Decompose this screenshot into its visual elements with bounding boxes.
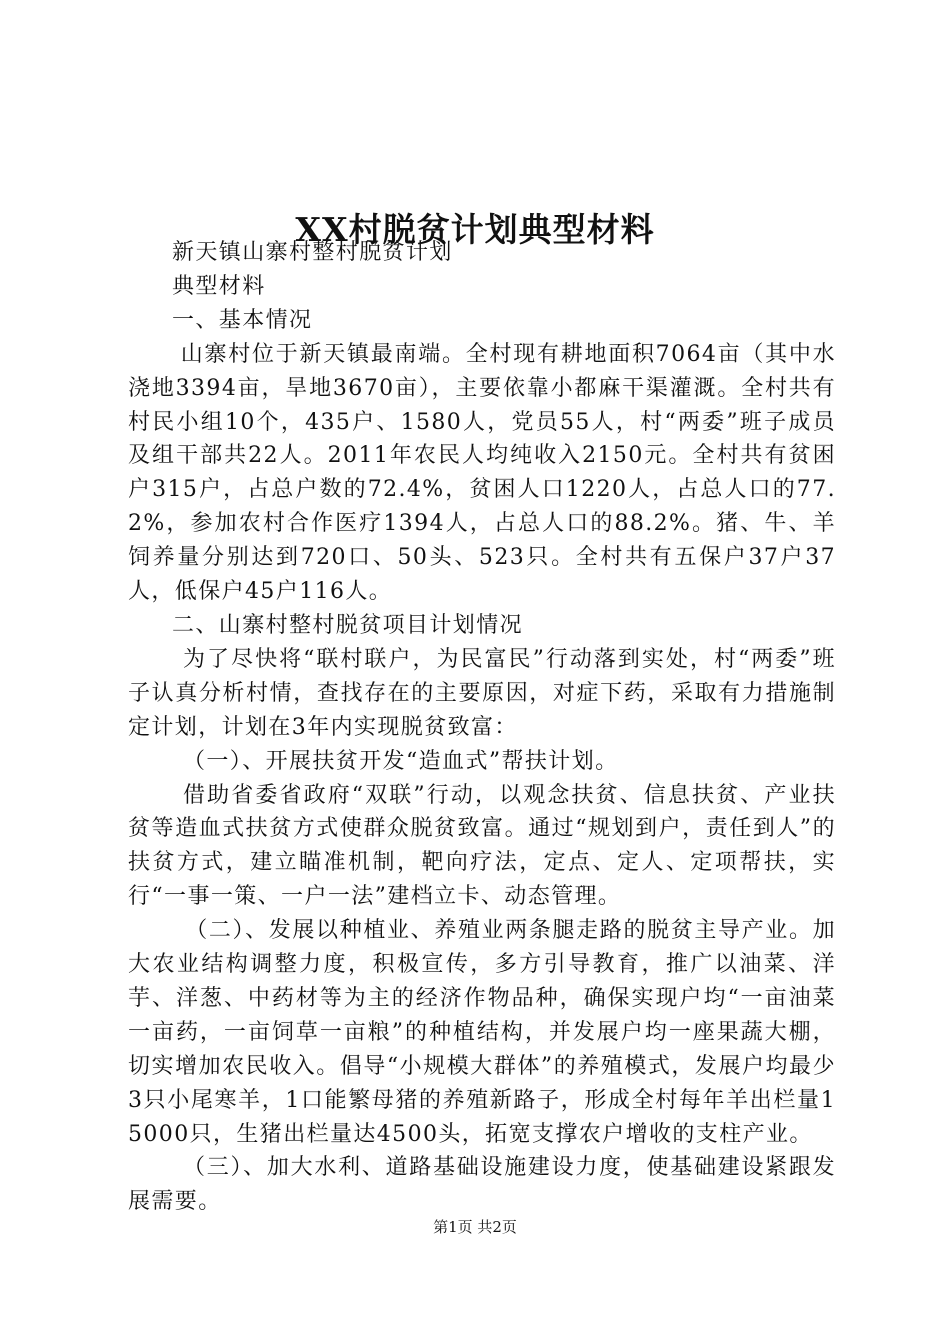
page-footer: 第1页 共2页 — [433, 1218, 517, 1236]
paragraph-basic-situation: 山寨村位于新天镇最南端。全村现有耕地面积7064亩（其中水浇地3394亩，旱地3670亩），主要依靠小都麻干渠灌溉。全村共有村民小组10个，435户、1580人，党员55人，村“两委”班子成员及组干部共22人。2011年农民人均纯收入2150元。全村共有贫困户315户，占总户数的72.4%，贫困人口1220人，占总人口的77.2%，参加农村合作医疗1394人，占总人口的88.2%。猪、牛、羊饲养量分别达到720口、50头、523只。全村共有五保户37户37人，低保户45户116人。 — [128, 341, 836, 605]
subtitle-line-2: 典型材料 — [172, 273, 266, 299]
paragraph-plan-3: （三）、加大水利、道路基础设施建设力度，使基础建设紧跟发展需要。 — [128, 1155, 836, 1215]
paragraph-plan-intro: 为了尽快将“联村联户，为民富民”行动落到实处，村“两委”班子认真分析村情，查找存在的主要原因，对症下药，采取有力措施制定计划，计划在3年内实现脱贫致富： — [128, 646, 836, 740]
paragraph-plan-2: （二）、发展以种植业、养殖业两条腿走路的脱贫主导产业。加大农业结构调整力度，积极宣传，多方引导教育，推广以油菜、洋芋、洋葱、中药材等为主的经济作物品种，确保实现户均“一亩油菜一亩药，一亩饲草一亩粮”的种植结构，并发展户均一座果蔬大棚，切实增加农民收入。倡导“小规模大群体”的养殖模式，发展户均最少3只小尾寒羊，1口能繁母猪的养殖新路子，形成全村每年羊出栏量15000只，生猪出栏量达4500头，拓宽支撑农户增收的支柱产业。 — [128, 918, 836, 1147]
section-heading-basic-situation: 一、基本情况 — [172, 307, 313, 333]
document-body — [128, 236, 836, 1219]
paragraph-plan-1: 借助省委省政府“双联”行动，以观念扶贫、信息扶贫、产业扶贫等造血式扶贫方式使群众脱贫致富。通过“规划到户，责任到人”的扶贫方式，建立瞄准机制，靶向疗法，定点、定人、定项帮扶，实行“一事一策、一户一法”建档立卡、动态管理。 — [128, 782, 836, 910]
subtitle-line-1: 新天镇山寨村整村脱贫计划 — [172, 240, 453, 265]
document-title: XX村脱贫计划典型材料 — [295, 210, 655, 250]
section-heading-plan: 二、山寨村整村脱贫项目计划情况 — [172, 612, 524, 638]
subheading-plan-1: （一）、开展扶贫开发“造血式”帮扶计划。 — [183, 748, 619, 774]
